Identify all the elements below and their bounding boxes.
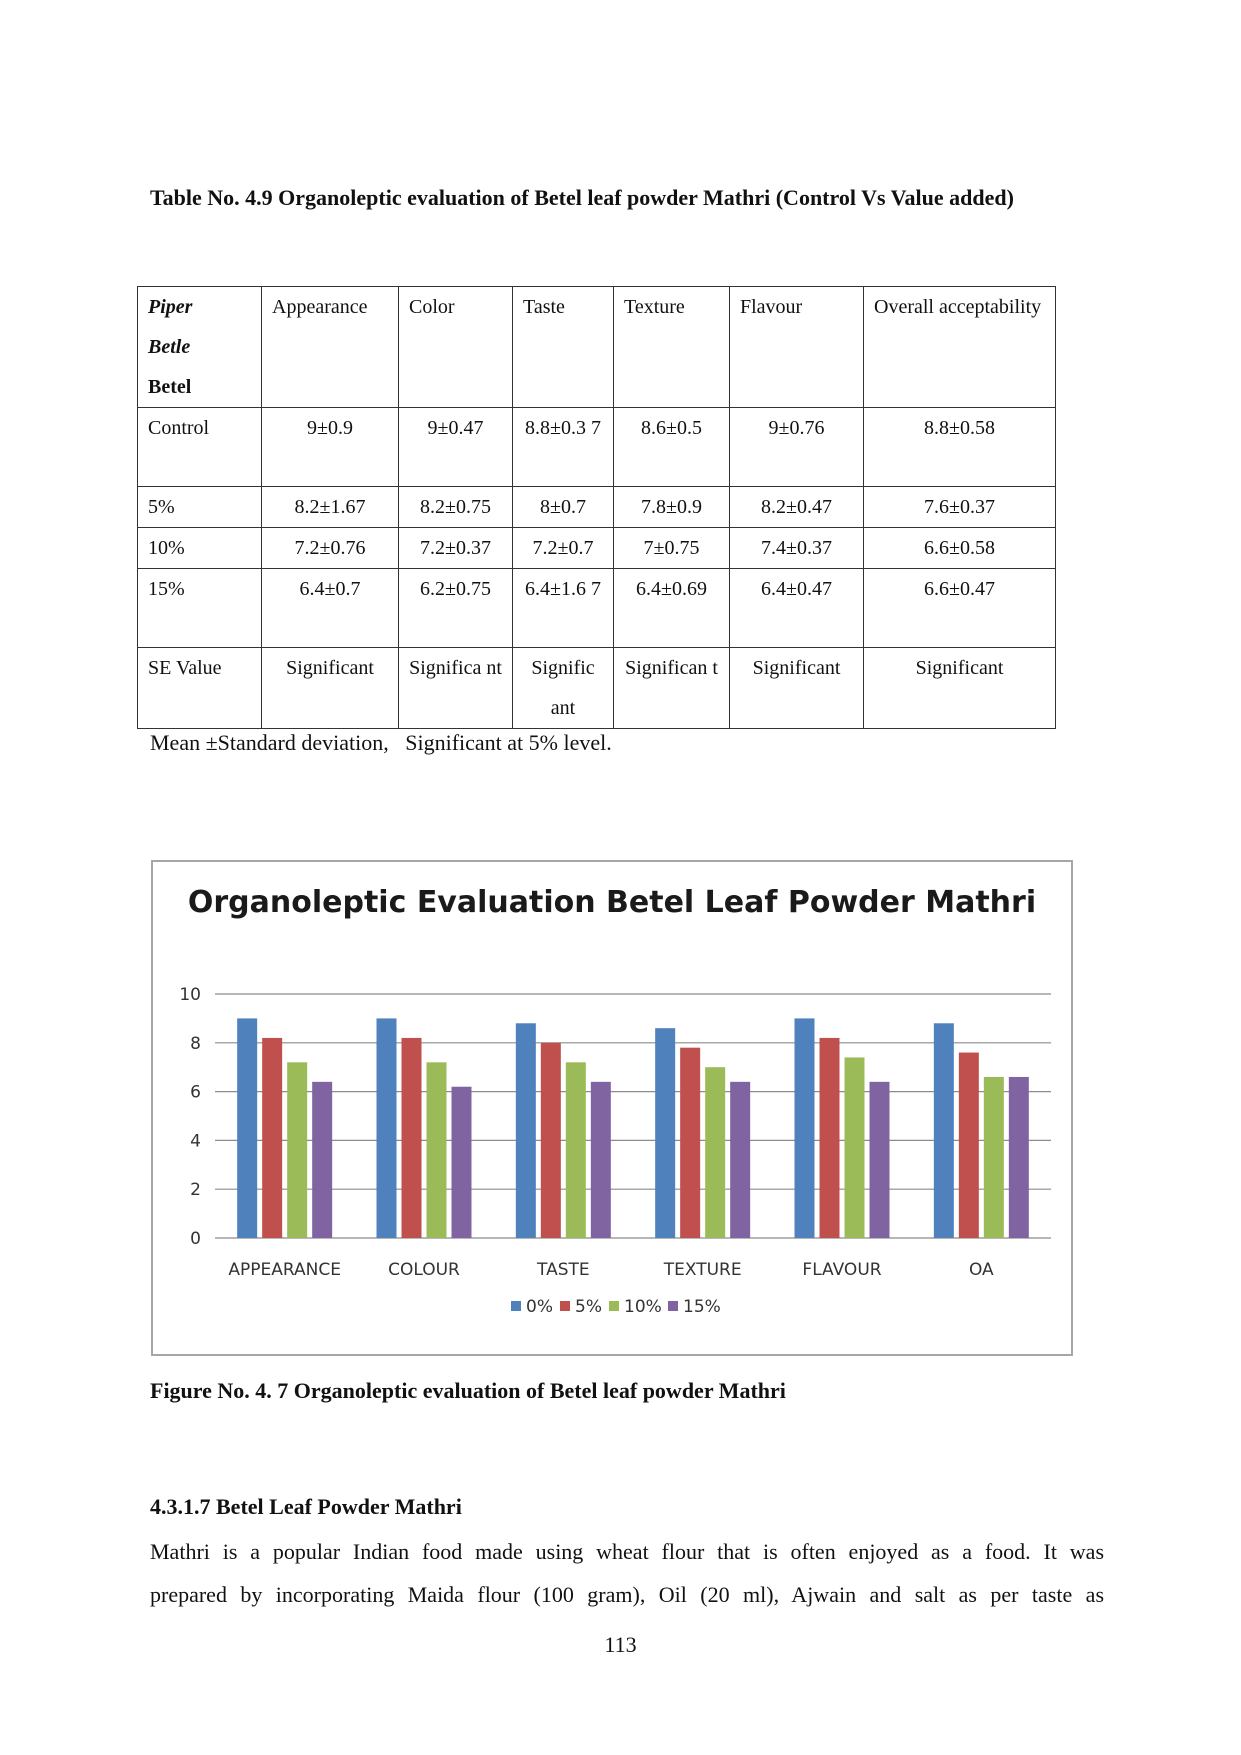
bar	[427, 1062, 447, 1238]
column-header: Texture	[614, 287, 730, 408]
bar	[452, 1087, 472, 1238]
bar-chart	[151, 860, 1073, 1356]
bar	[820, 1038, 840, 1238]
corner-header-line: Betle	[148, 336, 191, 358]
bar	[237, 1018, 257, 1238]
y-tick-label: 10	[179, 985, 201, 1005]
bar	[541, 1043, 561, 1238]
bar	[655, 1028, 675, 1238]
column-header: Overall acceptability	[864, 287, 1056, 408]
bar	[984, 1077, 1004, 1238]
legend-label: 15%	[683, 1297, 721, 1317]
page-number: 113	[604, 1632, 637, 1657]
x-tick-label: OA	[968, 1260, 994, 1280]
bar	[959, 1053, 979, 1238]
bar	[591, 1082, 611, 1238]
table-cell: 8.8±0.58	[864, 408, 1056, 487]
bar	[795, 1018, 815, 1238]
bar	[934, 1023, 954, 1238]
table-cell: 6.6±0.58	[864, 528, 1056, 569]
table-cell: 8.2±1.67	[262, 487, 399, 528]
body-paragraph	[150, 1530, 1104, 1616]
bar	[402, 1038, 422, 1238]
x-tick-label: TASTE	[537, 1260, 590, 1280]
chart-canvas	[153, 862, 1071, 1354]
legend-swatch	[668, 1301, 678, 1311]
y-tick-label: 8	[190, 1033, 201, 1054]
corner-header-cell	[138, 287, 262, 408]
y-tick-label: 2	[190, 1180, 201, 1201]
bar	[287, 1062, 307, 1238]
legend-swatch	[609, 1301, 619, 1311]
row-label: 5%	[138, 487, 262, 528]
column-header: Color	[399, 287, 513, 408]
table-cell: 6.4±0.69	[614, 569, 730, 648]
y-tick-label: 4	[190, 1131, 201, 1152]
table-cell: 6.2±0.75	[399, 569, 513, 648]
table-cell: 8.6±0.5	[614, 408, 730, 487]
bar	[730, 1082, 750, 1238]
table-cell: 9±0.47	[399, 408, 513, 487]
x-tick-label: COLOUR	[388, 1260, 460, 1280]
body-line: Mathri is a popular Indian food made using wheat flour that is often enjoyed as a food. It was	[150, 1539, 1104, 1564]
row-label: 10%	[138, 528, 262, 569]
body-line: prepared by incorporating Maida flour (100 gram), Oil (20 ml), Ajwain and salt as per taste as	[150, 1582, 1104, 1607]
table-cell: 7.4±0.37	[730, 528, 864, 569]
row-label: Control	[138, 408, 262, 487]
legend-swatch	[560, 1301, 570, 1311]
x-tick-label: TEXTURE	[663, 1260, 742, 1280]
table-cell: 7.8±0.9	[614, 487, 730, 528]
bar	[566, 1062, 586, 1238]
x-tick-label: FLAVOUR	[802, 1260, 882, 1280]
table-cell: Significa nt	[399, 648, 513, 729]
table-row	[138, 487, 1056, 528]
legend-label: 0%	[526, 1297, 553, 1317]
bar	[312, 1082, 332, 1238]
table-cell: 8.2±0.47	[730, 487, 864, 528]
table-caption: Table No. 4.9 Organoleptic evaluation of Betel leaf powder Mathri (Control Vs Value added)	[150, 185, 1014, 210]
table-cell: 9±0.76	[730, 408, 864, 487]
table-cell: 6.6±0.47	[864, 569, 1056, 648]
bar	[845, 1057, 865, 1238]
table-cell: 7.2±0.37	[399, 528, 513, 569]
bar	[870, 1082, 890, 1238]
y-tick-label: 0	[190, 1229, 201, 1249]
corner-header-line: Betel	[148, 376, 192, 398]
bar	[516, 1023, 536, 1238]
legend-label: 10%	[624, 1297, 662, 1317]
table-cell: 8.2±0.75	[399, 487, 513, 528]
table-cell: 9±0.9	[262, 408, 399, 487]
legend-label: 5%	[575, 1297, 602, 1317]
bar	[705, 1067, 725, 1238]
row-label: SE Value	[138, 648, 262, 729]
table-cell: Signific ant	[513, 648, 614, 729]
table-row	[138, 569, 1056, 648]
table-cell: 8±0.7	[513, 487, 614, 528]
table-row	[138, 528, 1056, 569]
table-cell: Significant	[262, 648, 399, 729]
bar	[377, 1018, 397, 1238]
figure-caption: Figure No. 4. 7 Organoleptic evaluation of Betel leaf powder Mathri	[150, 1378, 786, 1403]
corner-header-line: Piper	[148, 296, 193, 318]
table-cell: Significant	[730, 648, 864, 729]
table-cell: Significant	[864, 648, 1056, 729]
table-note: Mean ±Standard deviation, Significant at 5% level.	[150, 730, 612, 755]
table-cell: 8.8±0.3 7	[513, 408, 614, 487]
bar	[1009, 1077, 1029, 1238]
table-row	[138, 648, 1056, 729]
table-cell: 7.2±0.76	[262, 528, 399, 569]
table-header-row	[138, 287, 1056, 408]
chart-title: Organoleptic Evaluation Betel Leaf Powder Mathri	[187, 885, 1037, 920]
section-heading: 4.3.1.7 Betel Leaf Powder Mathri	[150, 1494, 462, 1519]
bar	[680, 1048, 700, 1238]
table-cell: Significan t	[614, 648, 730, 729]
organoleptic-table	[137, 286, 1056, 729]
legend-swatch	[511, 1301, 521, 1311]
column-header: Flavour	[730, 287, 864, 408]
table-cell: 6.4±0.7	[262, 569, 399, 648]
x-tick-label: APPEARANCE	[228, 1260, 341, 1280]
table-row	[138, 408, 1056, 487]
row-label: 15%	[138, 569, 262, 648]
y-tick-label: 6	[190, 1082, 201, 1103]
bar	[262, 1038, 282, 1238]
table-cell: 6.4±0.47	[730, 569, 864, 648]
column-header: Appearance	[262, 287, 399, 408]
table-cell: 7±0.75	[614, 528, 730, 569]
table-cell: 7.2±0.7	[513, 528, 614, 569]
table-cell: 6.4±1.6 7	[513, 569, 614, 648]
table-cell: 7.6±0.37	[864, 487, 1056, 528]
column-header: Taste	[513, 287, 614, 408]
